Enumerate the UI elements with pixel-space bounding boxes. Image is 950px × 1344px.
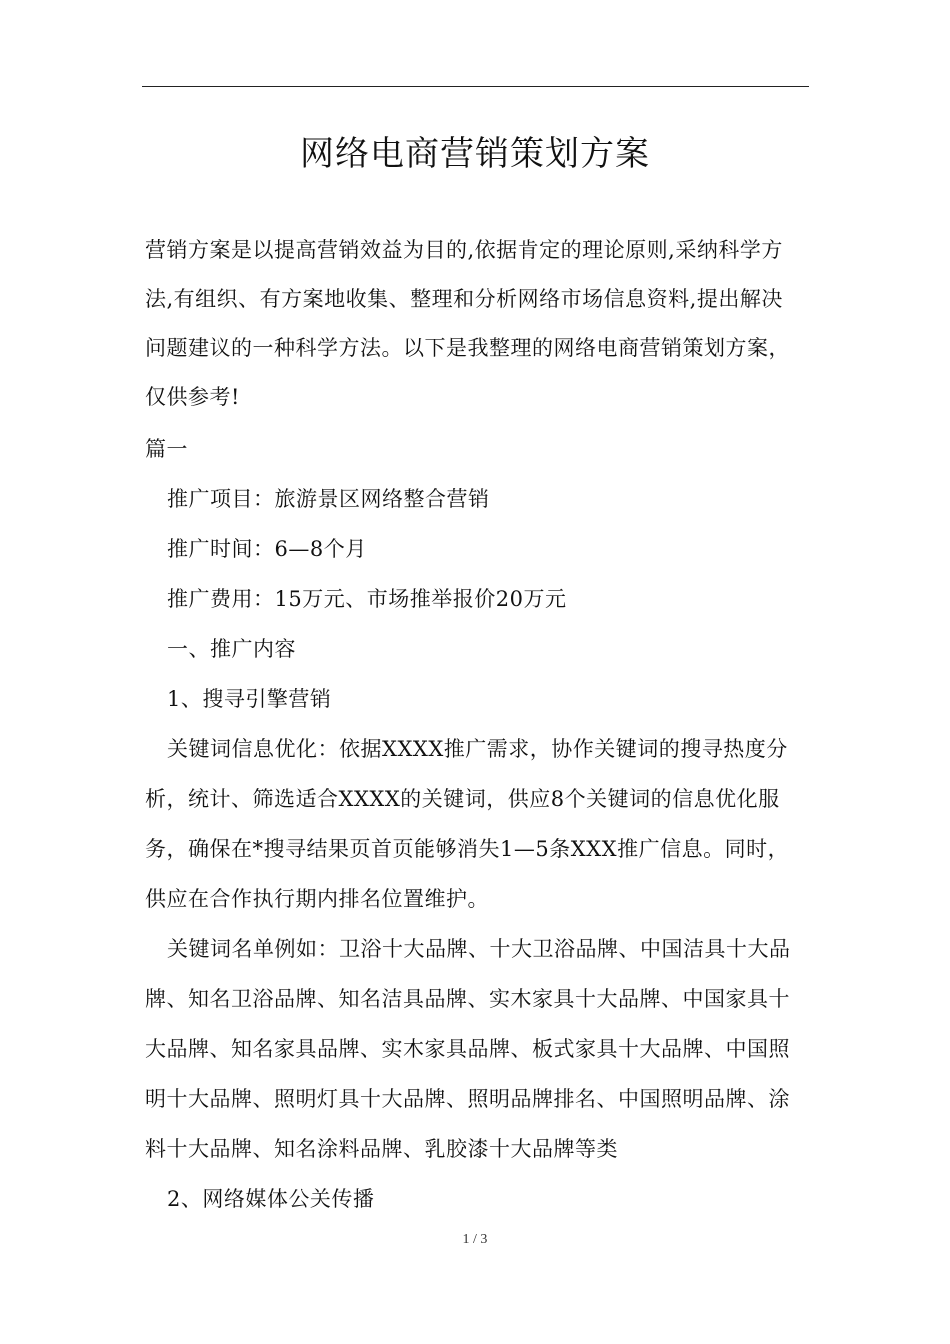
intro-line: 仅供参考!	[145, 385, 240, 409]
header-rule	[142, 86, 809, 87]
intro-line: 法,有组织、有方案地收集、整理和分析网络市场信息资料,提出解决	[145, 287, 783, 311]
section-label: 篇一	[145, 437, 188, 461]
intro-line: 营销方案是以提高营销效益为目的,依据肯定的理论原则,采纳科学方	[145, 238, 783, 262]
heading-media: 2、网络媒体公关传播	[167, 1187, 375, 1211]
project-line: 推广项目：旅游景区网络整合营销	[167, 487, 490, 511]
keyword-list-line: 大品牌、知名家具品牌、实木家具品牌、板式家具十大品牌、中国照	[145, 1037, 790, 1061]
keyword-optimization-line: 析，统计、筛选适合XXXX的关键词，供应8个关键词的信息优化服	[145, 787, 780, 811]
duration-line: 推广时间：6—8个月	[167, 537, 367, 561]
document-title: 网络电商营销策划方案	[300, 134, 650, 174]
keyword-list-line: 料十大品牌、知名涂料品牌、乳胶漆十大品牌等类	[145, 1137, 618, 1161]
cost-line: 推广费用：15万元、市场推举报价20万元	[167, 587, 567, 611]
page-number: 1 / 3	[462, 1232, 488, 1247]
keyword-list-line: 牌、知名卫浴品牌、知名洁具品牌、实木家具十大品牌、中国家具十	[145, 987, 790, 1011]
keyword-optimization-line: 供应在合作执行期内排名位置维护。	[145, 887, 489, 911]
heading-search: 1、搜寻引擎营销	[167, 687, 332, 711]
keyword-list-line: 明十大品牌、照明灯具十大品牌、照明品牌排名、中国照明品牌、涂	[145, 1087, 790, 1111]
heading-content: 一、推广内容	[167, 637, 296, 661]
document-body	[145, 424, 810, 1224]
keyword-optimization-line: 关键词信息优化：依据XXXX推广需求，协作关键词的搜寻热度分	[167, 737, 788, 761]
intro-paragraph	[145, 226, 810, 422]
keyword-optimization-line: 务，确保在*搜寻结果页首页能够消失1—5条XXX推广信息。同时，	[145, 837, 790, 861]
keyword-list-line: 关键词名单例如：卫浴十大品牌、十大卫浴品牌、中国洁具十大品	[167, 937, 791, 961]
intro-line: 问题建议的一种科学方法。以下是我整理的网络电商营销策划方案，	[145, 336, 790, 360]
